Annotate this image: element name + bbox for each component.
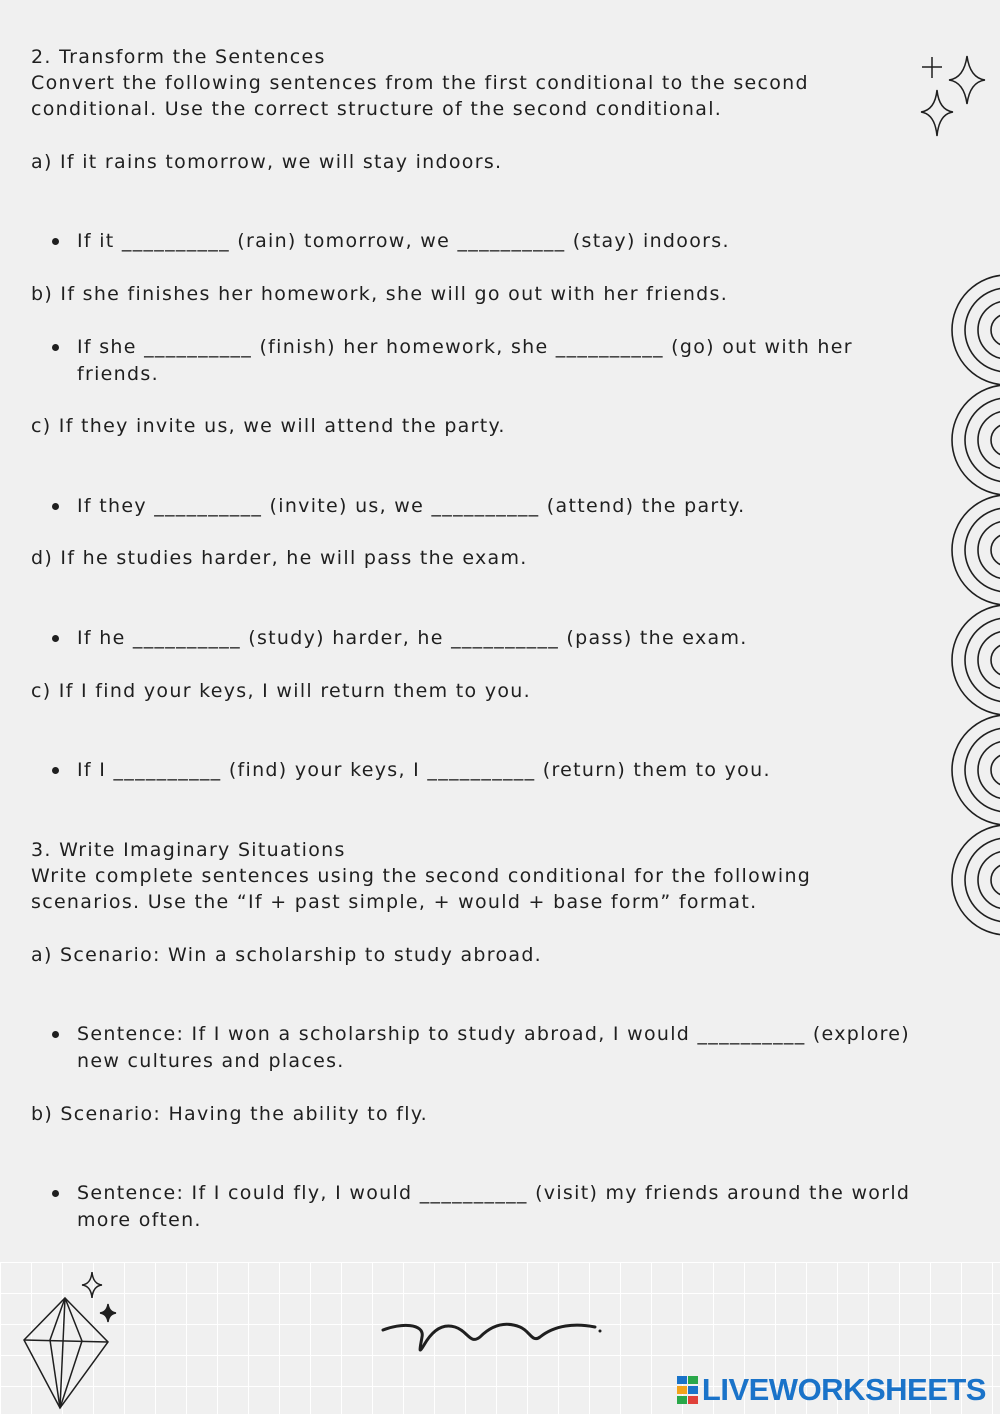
concentric-arcs: [945, 280, 1000, 940]
sentence-a-1: Sentence: If I won a scholarship to study abroad, I would __________ (explore): [77, 1023, 911, 1045]
section-3-instructions-line-1: Write complete sentences using the second conditional for the following: [31, 865, 812, 887]
answer-line-e: If I __________ (find) your keys, I __________ (return) them to you.: [77, 759, 771, 781]
prompt-e: c) If I find your keys, I will return them to you.: [31, 680, 531, 702]
liveworksheets-logo-icon: [677, 1376, 699, 1404]
liveworksheets-logo: [677, 1372, 986, 1408]
scenario-a: a) Scenario: Win a scholarship to study abroad.: [31, 944, 543, 966]
bullet: [52, 635, 59, 642]
prompt-a: a) If it rains tomorrow, we will stay indoors.: [31, 151, 503, 173]
diamond-gem-icon: [20, 1270, 125, 1410]
answer-line-b-1: If she __________ (finish) her homework, she __________ (go) out with her: [77, 336, 853, 358]
section-2-instructions-line-2: conditional. Use the correct structure of the second conditional.: [31, 98, 723, 120]
section-3-instructions-line-2: scenarios. Use the “If + past simple, + would + base form” format.: [31, 891, 758, 913]
bullet: [52, 1031, 59, 1038]
answer-line-a: If it __________ (rain) tomorrow, we __________ (stay) indoors.: [77, 230, 730, 252]
section-2-instructions-line-1: Convert the following sentences from the first conditional to the second: [31, 72, 809, 94]
answer-line-b-2: friends.: [77, 363, 159, 385]
sentence-a-2: new cultures and places.: [77, 1050, 345, 1072]
bullet: [52, 238, 59, 245]
section-2-heading: 2. Transform the Sentences: [31, 46, 326, 68]
scenario-b: b) Scenario: Having the ability to fly.: [31, 1103, 428, 1125]
answer-line-c: If they __________ (invite) us, we __________ (attend) the party.: [77, 495, 746, 517]
bullet: [52, 344, 59, 351]
sentence-b-1: Sentence: If I could fly, I would __________ (visit) my friends around the world: [77, 1182, 911, 1204]
bullet: [52, 767, 59, 774]
answer-line-d: If he __________ (study) harder, he __________ (pass) the exam.: [77, 627, 748, 649]
sentence-b-2: more often.: [77, 1209, 202, 1231]
prompt-d: d) If he studies harder, he will pass the exam.: [31, 547, 528, 569]
bullet: [52, 503, 59, 510]
scribble-line: [380, 1315, 605, 1360]
prompt-c: c) If they invite us, we will attend the party.: [31, 415, 506, 437]
bullet: [52, 1190, 59, 1197]
section-3-heading: 3. Write Imaginary Situations: [31, 839, 346, 861]
prompt-b: b) If she finishes her homework, she will go out with her friends.: [31, 283, 729, 305]
logo-text: LIVEWORKSHEETS: [701, 1372, 986, 1407]
sparkle-icon: [915, 52, 990, 140]
